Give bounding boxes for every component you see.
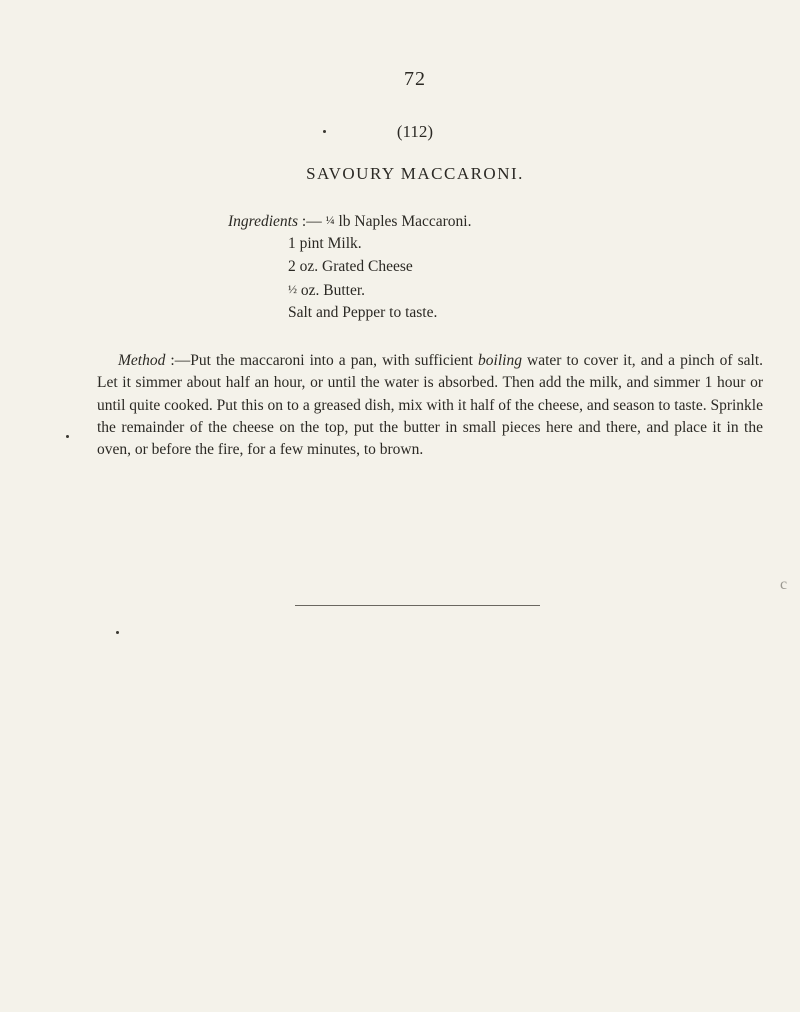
recipe-title: SAVOURY MACCARONI.	[306, 164, 524, 183]
ingredient-text: oz. Butter.	[300, 282, 366, 299]
ink-speck	[323, 130, 326, 133]
ingredient-text: 2 oz. Grated Cheese	[288, 258, 413, 275]
method-label: Method	[118, 352, 166, 369]
ingredient-item	[228, 301, 471, 324]
divider-rule	[295, 605, 540, 606]
method-separator: :—	[165, 352, 191, 369]
method-text-start: Put the maccaroni into a pan, with sufficient	[190, 352, 479, 369]
page-number: 72	[404, 68, 426, 90]
method-text-end: water to cover it, and a pinch of salt. Let it simmer about half an hour, or until the water is absorbed. Then add the milk, and simmer 1 hour or until quite cooked. Put this on to a greased dish, mix with it half of the cheese, and season to taste. Sprinkle the remainder of the cheese on the top, put the butter in small pieces here and there, and place it in the oven, or before the fire, for a few minutes, to brown.	[97, 352, 764, 459]
ink-speck	[116, 631, 119, 634]
label-separator: :—	[298, 213, 326, 230]
ingredient-item	[228, 278, 471, 301]
ingredient-text: Salt and Pepper to taste.	[288, 304, 438, 321]
ingredients-label: Ingredients	[228, 213, 299, 230]
ingredient-text: 1 pint Milk.	[288, 235, 362, 252]
ingredients-list	[228, 209, 471, 324]
method-emphasis: boiling	[478, 352, 522, 369]
recipe-number: (112)	[396, 122, 434, 141]
ingredient-item	[228, 209, 471, 232]
ingredient-fraction: ¼	[325, 213, 335, 227]
method-paragraph	[97, 350, 763, 461]
ingredient-item	[228, 232, 471, 255]
ingredient-item	[228, 255, 471, 278]
ingredient-text: lb Naples Maccaroni.	[338, 213, 472, 230]
margin-mark: c	[780, 576, 788, 593]
ingredient-fraction: ½	[288, 282, 297, 296]
ink-speck	[66, 435, 69, 438]
